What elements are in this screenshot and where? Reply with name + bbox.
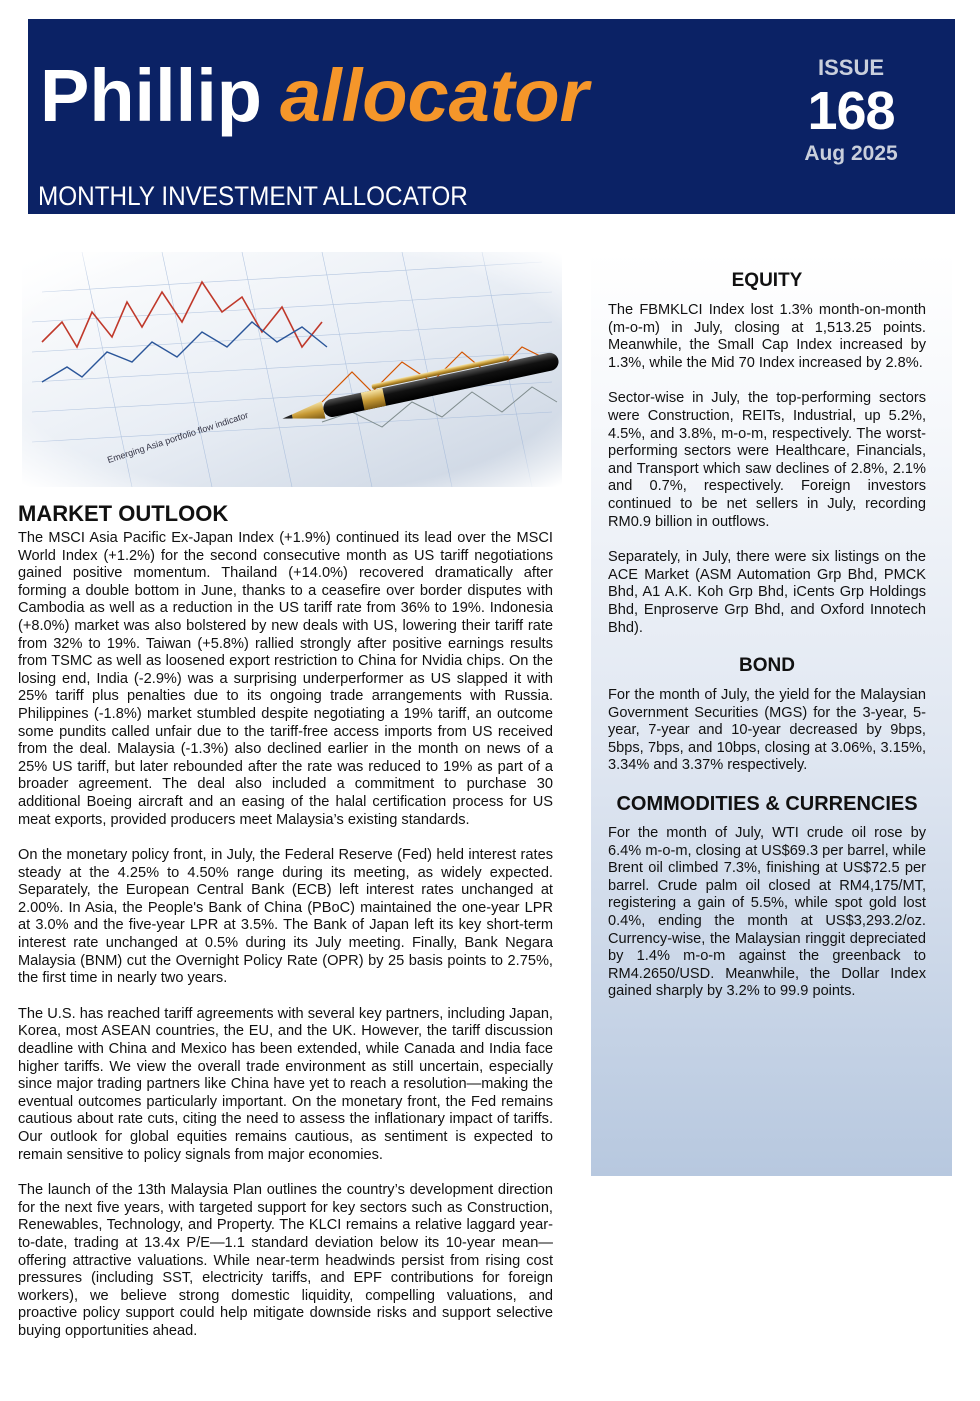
equity-paragraph-2: Sector-wise in July, the top-performing sectors were Construction, REITs, Industrial, up 5.2%, 4.5%, and 3.8%, m-o-m, respectively. The worst-performing sectors were Healthcare, Financials, and Transport which saw declines of 2.8%, 2.1% and 0.7%, respectively. Foreign investors continued to be net sellers in July, recording RM0.9 billion in outflows.: [608, 390, 926, 530]
masthead-banner: [28, 19, 955, 214]
issue-number: 168: [807, 81, 895, 141]
commodities-section: [608, 793, 926, 1001]
market-outlook-title: MARKET OUTLOOK: [18, 501, 229, 526]
bond-section: [608, 655, 926, 775]
market-outlook-paragraph-3: The U.S. has reached tariff agreements with several key partners, including Japan, Korea, most ASEAN countries, the EU, and the UK. However, the tariff discussion deadline with China and Mexico has been extended, while Canada and India face higher tariffs. We view the overall trade environment as still uncertain, especially since major trading partners like China have yet to reach a resolution—making the eventual outcomes particularly important. On the monetary front, the Fed remains cautious about rate cuts, citing the need to assess the inflationary impact of tariffs. Our outlook for global equities remains cautious, as sentiment is expected to remain sensitive to policy signals from major economies.: [18, 1005, 553, 1163]
equity-section: [608, 270, 926, 637]
market-outlook-paragraph-2: On the monetary policy front, in July, the Federal Reserve (Fed) held interest rates steady at the 4.25% to 4.50% range during its meeting, as widely expected. Separately, the European Central Bank (ECB) left interest rates unchanged at 2.00%. In Asia, the People's Bank of China (PBoC) maintained the one-year LPR at 3.0% and the five-year LPR at 3.5%. The Bank of Japan left its key short-term interest rate unchanged at 0.5% during its July meeting. Finally, Bank Negara Malaysia (BNM) cut the Overnight Policy Rate (OPR) by 25 basis points to 2.75%, the first time in nearly two years.: [18, 847, 553, 987]
sidebar-panel: [591, 252, 952, 1176]
brand-word-phillip: Phillip: [40, 54, 262, 137]
publication-subtitle: MONTHLY INVESTMENT ALLOCATOR: [38, 181, 468, 211]
market-outlook-section: [18, 500, 553, 1359]
bond-paragraph-1: For the month of July, the yield for the Malaysian Government Securities (MGS) for the 3-year, 5-year, 7-year and 10-year decreased by 9bps, 5bps, 7bps, and 10bps, closing at 3.06%, 3.15%, 3.34% and 3.37% respectively.: [608, 687, 926, 774]
market-outlook-paragraph-4: The launch of the 13th Malaysia Plan outlines the country’s development direction for the next five years, with targeted support for key sectors such as Construction, Renewables, Technology, and Property. The KLCI remains a relative laggard year-to-date, trading at 13.4x P/E—1.1 standard deviation below its 10-year mean—offering attractive valuations. While near-term headwinds persist from rising cost pressures (including SST, electricity tariffs, and EPF contributions for foreign workers), we believe strong domestic liquidity, compelling valuations, and proactive policy support could help mitigate downside risks and support selective buying opportunities ahead.: [18, 1182, 553, 1339]
commodities-paragraph-1: For the month of July, WTI crude oil rose by 6.4% m-o-m, closing at US$69.3 per barrel, while Brent oil climbed 7.3%, finishing at US$72.5 per barrel. Crude palm oil closed at RM4,175/MT, registering a gain of 5.5%, while spot gold lost 0.4%, ending the month at US$3,293.2/oz. Currency-wise, the Malaysian ringgit depreciated by 1.4% m-o-m against the greenback to RM4.2650/USD. Meanwhile, the Dollar Index gained sharply by 3.2% to 99.9 points.: [608, 825, 926, 1000]
bond-title: BOND: [739, 655, 795, 677]
financial-chart-with-pen-photo: [22, 252, 562, 487]
equity-title: EQUITY: [731, 270, 803, 291]
issue-label: ISSUE: [817, 55, 885, 80]
issue-info: [791, 55, 911, 167]
equity-paragraph-3: Separately, in July, there were six listings on the ACE Market (ASM Automation Grp Bhd, PMCK Bhd, A1 A.K. Koh Grp Bhd, iCents Grp Holdings Bhd, Enproserve Grp Bhd, and Oxford Innotech Bhd).: [608, 549, 926, 636]
commodities-title: COMMODITIES & CURRENCIES: [616, 793, 918, 816]
market-outlook-paragraph-1: The MSCI Asia Pacific Ex-Japan Index (+1.9%) continued its lead over the MSCI World Index (+1.2%) for the second consecutive month as US tariff negotiations gained positive momentum. Thailand (+14.0%) recovered dramatically after forming a double bottom in June, thanks to a ceasefire over border disputes with Cambodia as well as a reduction in the US tariff rate from 36% to 19%. Indonesia (+8.0%) market was also bolstered by new deals with US, lowering their tariff rate from 32% to 19%. Taiwan (+5.8%) rallied strongly after positive earnings results from TSMC as well as loosened export restriction to China for Nvidia chips. On the losing end, India (-2.9%) was a surprising underperformer as US slapped it with 25% tariff plus penalties due to its ongoing trade arrangements with Russia. Philippines (-1.8%) market stumbled despite negotiating a 19% tariff, an outcome some pundits called unfair due to the tariff-free access imports from US received from the deal. Malaysia (-1.3%) also declined earlier in the month on news of a 25% US tariff, but later rebounded after the rate was reduced to 19% as part of a broader agreement. The deal also included a commitment to purchase 30 additional Boeing aircraft and an easing of the halal certification process for US meat exports, provided producers meet Malaysia’s existing standards.: [18, 530, 553, 828]
publication-title: [40, 54, 589, 137]
equity-paragraph-1: The FBMKLCI Index lost 1.3% month-on-month (m-o-m) in July, closing at 1,513.25 points. Meanwhile, the Small Cap Index increased by 1.3%, while the Mid 70 Index increased by 2.8%.: [608, 302, 926, 371]
brand-word-allocator: allocator: [280, 54, 589, 137]
issue-date: Aug 2025: [804, 142, 898, 165]
